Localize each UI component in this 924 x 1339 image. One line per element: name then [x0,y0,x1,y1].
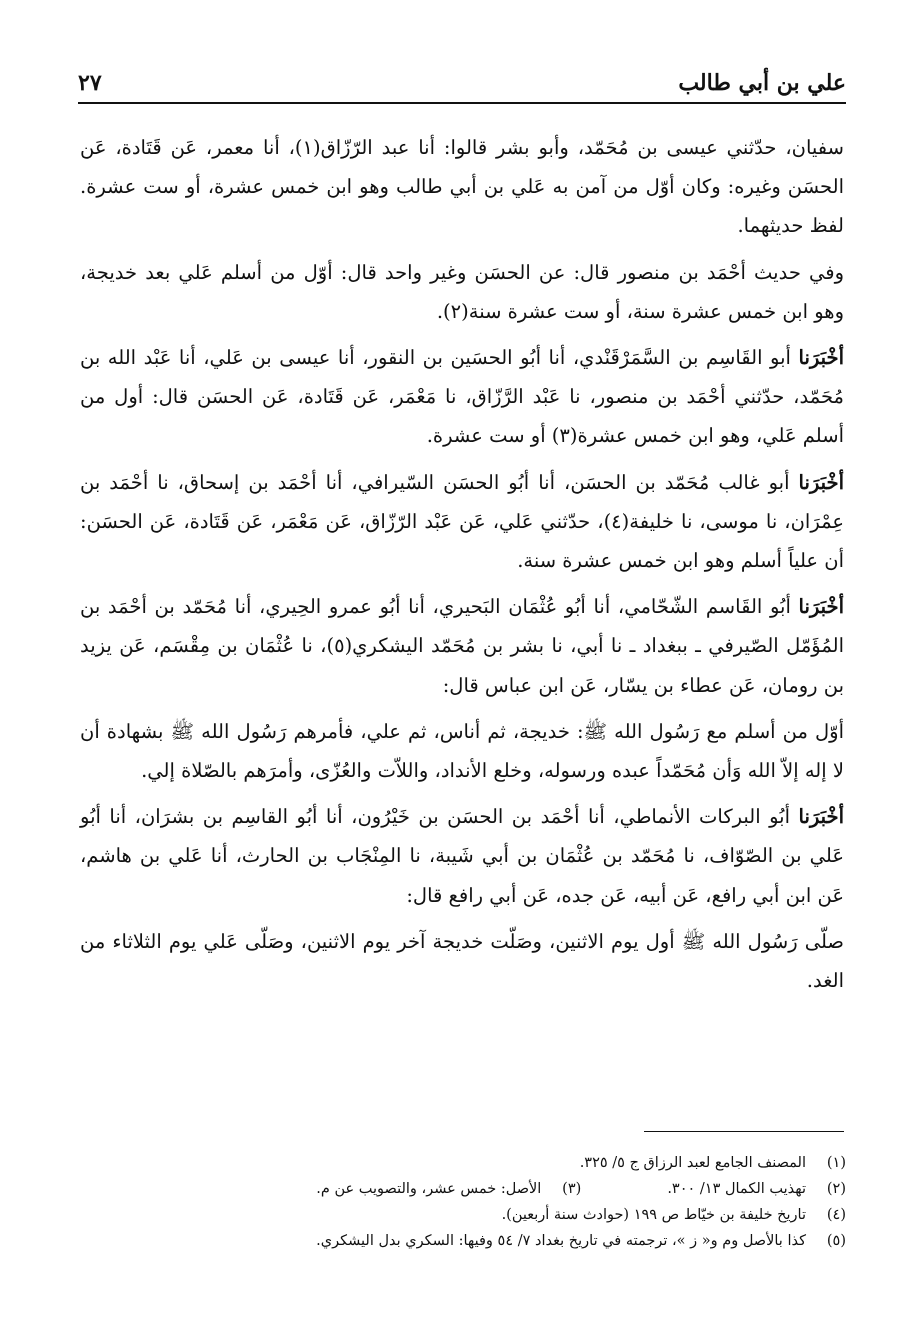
running-title: علي بن أبي طالب [678,70,846,96]
paragraph-text: أبُو القَاسم الشّحّامي، أنا أبُو عُثْمَان البَحيري، أنا أبُو عمرو الحِيري، أنا مُحَمّد بن أحْمَد بن المُؤَمّل الصّيرفي ـ ببغداد ـ نا أبي، نا بشر بن مُحَمّد اليشكري(٥)، نا عُثْمَان بن مِقْسَم، عَن يزيد بن رومان، عَن عطاء بن يسّار، عَن ابن عباس قال: [80,595,844,697]
paragraph [80,338,844,456]
footnote-number: (٥) [826,1233,846,1249]
paragraph-lead: أخْبَرَنا [798,595,845,619]
footnote-number: (١) [826,1155,846,1171]
paragraph [80,712,844,790]
footnote [80,1228,846,1254]
paragraph-text: وفي حديث أحْمَد بن منصور قال: عن الحسَن وغير واحد قال: أوّل من أسلم عَلي بعد خديجة، وهو ابن خمس عشرة سنة، أو ست عشرة سنة(٢). [80,260,844,323]
footnote-text: المصنف الجامع لعبد الرزاق ج ٥/ ٣٢٥. [579,1155,806,1171]
footnote [80,1176,846,1202]
footnote-text: تهذيب الكمال ١٣/ ٣٠٠. [667,1181,806,1197]
footnote-text: تاريخ خليفة بن خيّاط ص ١٩٩ (حوادث سنة أربعين). [501,1207,806,1223]
paragraph-text: أبو غالب مُحَمّد بن الحسَن، أنا أبُو الحسَن السّيرافي، أنا أحْمَد بن إسحاق، نا أحْمَد بن عِمْرَان، نا موسى، نا خليفة(٤)، حدّثني عَلي، عَن عَبْد الرّزّاق، عَن مَعْمَر، عَن قَتَادة، عَن الحسَن: أن علياً أسلم وهو ابن خمس عشرة سنة. [80,470,844,573]
footnote [80,1202,846,1228]
footnote-text: الأصل: خمس عشر، والتصويب عن م. [316,1181,542,1197]
paragraph [80,587,844,705]
paragraph-text: أوّل من أسلم مع رَسُول الله ﷺ: خديجة، ثم أناس، ثم علي، فأمرهم رَسُول الله ﷺ بشهادة أن لا إله إلاّ الله وَأن مُحَمّداً عبده ورسوله، وخلع الأنداد، واللاّت والعُزّى، وأمرَهم بالصّلاة إلي. [80,719,844,783]
running-header [78,66,846,106]
paragraph-text: أبُو البركات الأنماطي، أنا أحْمَد بن الحسَن بن خَيْرُون، أنا أبُو القاسِم بن بشرَان، أنا أبُو عَلي بن الصّوّاف، نا مُحَمّد بن عُثْمَان بن أبي شَيبة، نا المِنْجَاب بن الحارث، أنا عَلي بن هاشم، عَن ابن أبي رافع، عَن أبيه، عَن جده، عَن أبي رافع قال: [80,805,844,907]
footnote [80,1150,846,1176]
header-rule [78,102,846,104]
paragraph-text: أبو القَاسِم بن السَّمَرْقَنْدي، أنا أبُو الحسَين بن النقور، أنا عيسى بن عَلي، أنا عَبْد الله بن مُحَمّد، حدّثني أحْمَد بن منصور، نا عَبْد الرَّزّاق، نا مَعْمَر، عَن قَتَادة، عَن الحسَن قال: أول من أسلم عَلي، وهو ابن خمس عشرة(٣) أو ست عشرة. [80,346,844,448]
footnote-text: كذا بالأصل وم و« ز »، ترجمته في تاريخ بغداد ٧/ ٥٤ وفيها: السكري بدل اليشكري. [316,1233,806,1249]
paragraph [80,463,844,581]
footnote-separator [644,1131,844,1132]
paragraph [80,253,844,331]
footnote-number: (٤) [826,1207,846,1223]
footnotes [80,1150,846,1254]
page-number: ٢٧ [78,70,102,96]
paragraph [80,922,844,1000]
paragraph [80,128,844,246]
paragraph-lead: أخْبَرَنا [798,805,845,829]
paragraph-text: سفيان، حدّثني عيسى بن مُحَمّد، وأبو بشر قالوا: أنا عبد الرّزّاق(١)، أنا معمر، عَن قَتَادة، عَن الحسَن وغيره: وكان أوّل من آمن به عَلي بن أبي طالب وهو ابن خمس عشرة، أو ست عشرة. لفظ حديثهما. [80,136,844,238]
paragraph-lead: أخْبَرَنا [798,470,844,494]
footnote-spacer [581,1176,667,1202]
paragraph [80,797,844,915]
footnote-number: (٣) [562,1181,582,1197]
main-text [80,128,844,1007]
paragraph-lead: أخْبَرَنا [798,346,844,370]
paragraph-text: صلّى رَسُول الله ﷺ أول يوم الاثنين، وصَلّت خديجة آخر يوم الاثنين، وصَلّى عَلي يوم الثلاثاء من الغد. [80,929,844,993]
footnote-number: (٢) [826,1181,846,1197]
